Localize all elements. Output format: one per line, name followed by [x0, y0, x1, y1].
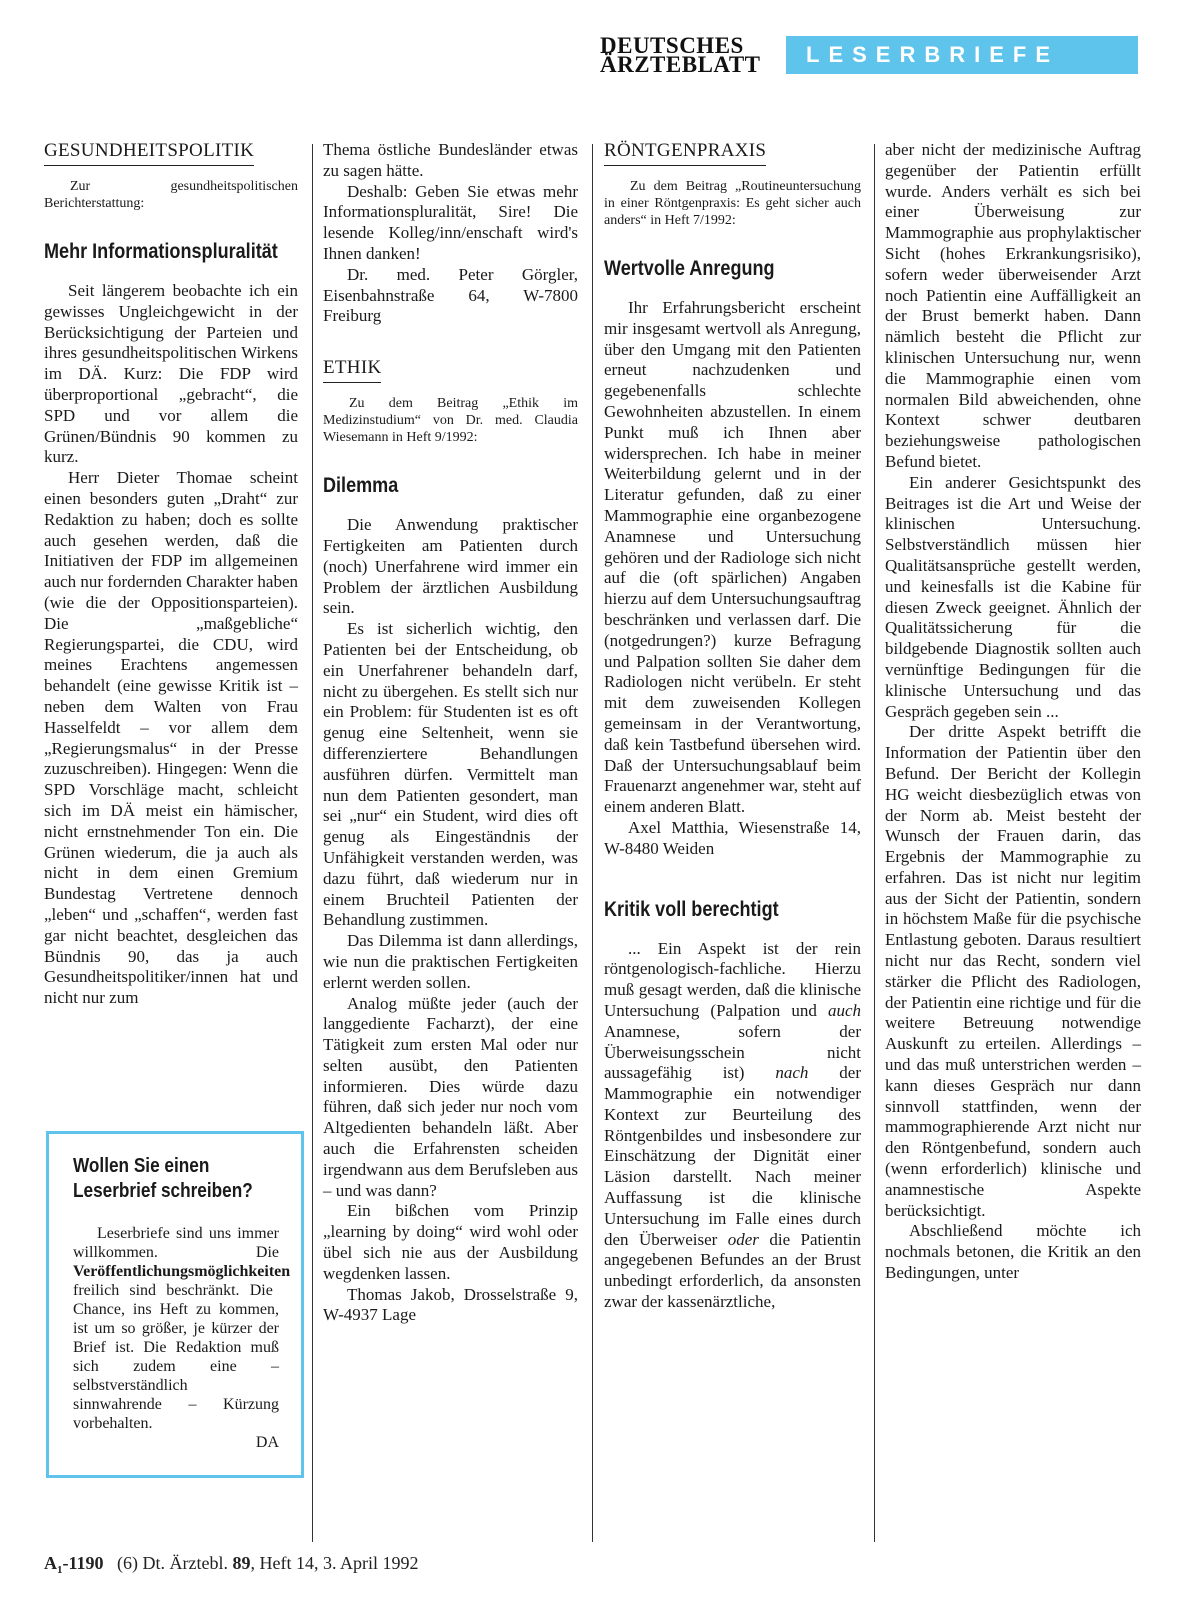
- paragraph: Es ist sicherlich wichtig, den Patienten bei der Entscheidung, ob ein Unerfahrener behandeln darf, nicht zu übergehen. Es stellt sich nur ein Problem: für Studenten ist es oft genug eine Seltenheit, wenn sie differenziertere Behandlungen ausführen dürfen. Vermittelt man nun dem Patienten gesondert, man sei „nur“ ein Student, wird dies oft genug als Eingeständnis der Unfähigkeit verstanden werden, was dazu führt, daß wiederum nur in einem Bruchteil Patienten der Behandlung zustimmen.: [323, 619, 578, 930]
- column-1: [44, 140, 298, 1009]
- column-divider: [874, 144, 875, 1542]
- info-box-title: Wollen Sie einen Leserbrief schreiben?: [73, 1155, 253, 1202]
- paragraph: Herr Dieter Thomae scheint einen besonders guten „Draht“ zur Redaktion zu haben; doch es sollte auch gesehen werden, daß die Initiativen der FDP im allgemeinen auch nur fordernden Charakter haben (wie die der Oppositionsparteien). Die „maßgebliche“ Regierungspartei, die CDU, wird meines Erachtens angemessen behandelt (eine gewisse Kritik ist – neben dem Walten von Frau Hasselfeldt – vor allem dem „Regierungsmalus“ in der Presse zuzuschreiben). Hingegen: Wenn die SPD Vorschläge macht, schleicht sich im DÄ meist ein hämischer, nicht ernstnehmender Ton ein. Die Grünen wiederum, die ja auch als nicht in dem einen Gremium Bundestag Vertretene dennoch „leben“ und „schaffen“, werden fast gar nicht beachtet, desgleichen das Bündnis 90, das ja auch Gesundheitspolitiker/innen hat und nicht nur zum: [44, 468, 298, 1008]
- paragraph: Deshalb: Geben Sie etwas mehr Informationspluralität, Sire! Die lesende Kolleg/inn/enschaft wird's Ihnen danken!: [323, 181, 578, 263]
- paragraph: ... Ein Aspekt ist der rein röntgenologisch-fachliche. Hierzu muß gesagt werden, daß die klinische Untersuchung (Palpation und auch Anamnese, sofern der Überweisungsschein nicht aussagefähig ist) nach der Mammographie ein notwendiger Kontext zur Beurteilung des Röntgenbildes und insbesondere zur Einschätzung der Dignität einer Läsion darstellt. Nach meiner Auffassung ist die klinische Untersuchung im Falle eines durch den Überweiser oder die Patientin angegebenen Befundes an der Brust unbedingt erforderlich, da ansonsten zwar der kassenärztliche,: [604, 938, 861, 1312]
- page-number: $A_1-1190$: [44, 1553, 104, 1576]
- article-headline: Kritik voll berechtigt: [604, 897, 779, 921]
- signature: Dr. med. Peter Görgler, Eisenbahnstraße 64, W-7800 Freiburg: [323, 264, 578, 326]
- paragraph: Analog müßte jeder (auch der langgediente Facharzt), der eine Tätigkeit zum ersten Mal oder nur selten ausübt, den Patienten informieren. Dies würde dazu führen, daß sich jeder nur noch vom Altgedienten behandeln läßt. Aber auch die Erfahrensten scheiden irgendwann aus dem Berufsleben aus – und was dann?: [323, 993, 578, 1200]
- letter-info-box: [46, 1131, 304, 1478]
- paragraph: Die Anwendung praktischer Fertigkeiten am Patienten durch (noch) Unerfahrene wird immer ein Problem der ärztlichen Ausbildung sein.: [323, 515, 578, 618]
- section-heading: ETHIK: [323, 357, 381, 383]
- paragraph: aber nicht der medizinische Auftrag gegenüber der Patientin erfüllt wurde. Anders verhält es sich bei einer Überweisung zur Mammographie aus prophylaktischer Sicht (hohes Erkrankungsrisiko), sofern weder überweisender Arzt noch Patientin eine Auffälligkeit an der Brust bemerkt haben. Dann nämlich besteht die Pflicht zur klinischen Untersuchung nur, wenn die Mammographie einen vom normalen Bild abweichenden, ohne Kontext schwer deutbaren beziehungsweise pathologischen Befund bietet.: [885, 140, 1141, 471]
- article-intro: Zu dem Beitrag „Ethik im Medizinstudium“ von Dr. med. Claudia Wiesemann in Heft 9/1992:: [323, 396, 578, 446]
- column-4: [885, 140, 1141, 1284]
- paragraph: Seit längerem beobachte ich ein gewisses Ungleichgewicht in der Berücksichtigung der Parteien und ihres gesundheitspolitischen Wirkens im DÄ. Kurz: Die FDP wird überproportional „gebracht“, die SPD und vor allem die Grünen/Bündnis 90 kommen zu kurz.: [44, 281, 298, 467]
- article-intro: Zur gesundheitspolitischen Berichterstattung:: [44, 179, 298, 211]
- paragraph: Ein bißchen vom Prinzip „learning by doing“ wird wohl oder übel sich nie aus der Ausbildung wegdenken lassen.: [323, 1201, 578, 1283]
- column-divider: [312, 144, 313, 1542]
- article-headline: Mehr Informationspluralität: [44, 240, 278, 263]
- masthead-line1: DEUTSCHES: [600, 33, 744, 58]
- paragraph: Ein anderer Gesichtspunkt des Beitrages ist die Art und Weise der klinischen Untersuchung. Selbstverständlich müssen hier Qualitätsansprüche gestellt werden, und keinesfalls ist die Kabine für diesen Zweck geeignet. Ähnlich der Qualitätssicherung für die bildgebende Diagnostik sollten auch vernünftige Bedingungen für die klinische Untersuchung und das Gespräch gegeben sein ...: [885, 472, 1141, 721]
- article-headline: Wertvolle Anregung: [604, 257, 775, 280]
- info-box-sign: DA: [255, 1434, 279, 1451]
- page-footer: [44, 1553, 418, 1576]
- paragraph: Der dritte Aspekt betrifft die Information der Patientin über den Befund. Der Bericht der Kollegin HG weicht diesbezüglich etwas von der Norm ab. Meist besteht der Wunsch der Frauen darin, das Ergebnis der Mammographie zu erfahren. Das ist nicht nur legitim aus der Sicht der Patientin, sondern in höchstem Maße für die psychische Entlastung geboten. Daraus resultiert nicht nur das Recht, sondern viel stärker die Pflicht des Radiologen, der Patientin eine richtige und für die weitere Betreuung notwendige Auskunft zu erteilen. Allerdings – und das muß unterstrichen werden – kann dieses Gespräch nur dann sinnvoll stattfinden, wenn der mammographierende Arzt nicht nur den Röntgenbefund, sondern auch (wenn erforderlich) klinische und anamnestische Aspekte berücksichtigt.: [885, 722, 1141, 1220]
- masthead-line2: ÄRZTEBLATT: [600, 52, 761, 77]
- column-divider: [592, 144, 593, 1542]
- section-heading: RÖNTGENPRAXIS: [604, 140, 766, 166]
- masthead-logo: [600, 33, 780, 77]
- column-3: [604, 140, 861, 1313]
- article-headline: Dilemma: [323, 474, 399, 498]
- article-intro: Zu dem Beitrag „Routineuntersuchung in einer Röntgenpraxis: Es geht sicher auch anders“ in Heft 7/1992:: [604, 179, 861, 228]
- info-box-text: Leserbriefe sind uns immer willkommen. Die Veröffentlichungsmöglichkeiten freilich sind beschränkt. Die Chance, ins Heft zu kommen, ist um so größer, je kürzer der Brief ist. Die Redaktion muß sich zudem eine – selbstverständlich sinnwahrende – Kürzung vorbehalten. DA: [73, 1225, 291, 1451]
- rubric-banner: LESERBRIEFE: [786, 36, 1138, 74]
- paragraph: Ihr Erfahrungsbericht erscheint mir insgesamt wertvoll als Anregung, über den Umgang mit den Patienten erneut nachzudenken und gegebenenfalls schlechte Gewohnheiten abzustellen. In einem Punkt muß ich Ihnen aber widersprechen. Ich habe in meiner Weiterbildung gelernt und in der Literatur gefunden, daß zu einer Mammographie eine organbezogene Anamnese und Untersuchung gehören und der Radiologe sich nicht auf die (oft spärlichen) Angaben hierzu auf dem Untersuchungsauftrag beschränken und verlassen darf. Die (notgedrungen?) kurze Befragung und Palpation sollten Sie daher dem Radiologen nicht verübeln. Er steht mit dem zuweisenden Kollegen gemeinsam in der Verantwortung, daß kein Tastbefund übersehen wird. Daß der Untersuchungsablauf beim Frauenarzt angenehmer war, steht auf einem anderen Blatt.: [604, 298, 861, 817]
- paragraph: Das Dilemma ist dann allerdings, wie nun die praktischen Fertigkeiten erlernt werden sollen.: [323, 931, 578, 992]
- paragraph: Thema östliche Bundesländer etwas zu sagen hätte.: [323, 140, 578, 180]
- signature: Thomas Jakob, Drosselstraße 9, W-4937 Lage: [323, 1284, 578, 1325]
- issue-info: (6) Dt. Ärztebl. 89, Heft 14, 3. April 1992: [117, 1553, 419, 1573]
- paragraph: Abschließend möchte ich nochmals betonen, die Kritik an den Bedingungen, unter: [885, 1221, 1141, 1283]
- column-2: [323, 140, 578, 1326]
- section-heading: GESUNDHEITSPOLITIK: [44, 140, 254, 166]
- signature: Axel Matthia, Wiesenstraße 14, W-8480 Weiden: [604, 817, 861, 858]
